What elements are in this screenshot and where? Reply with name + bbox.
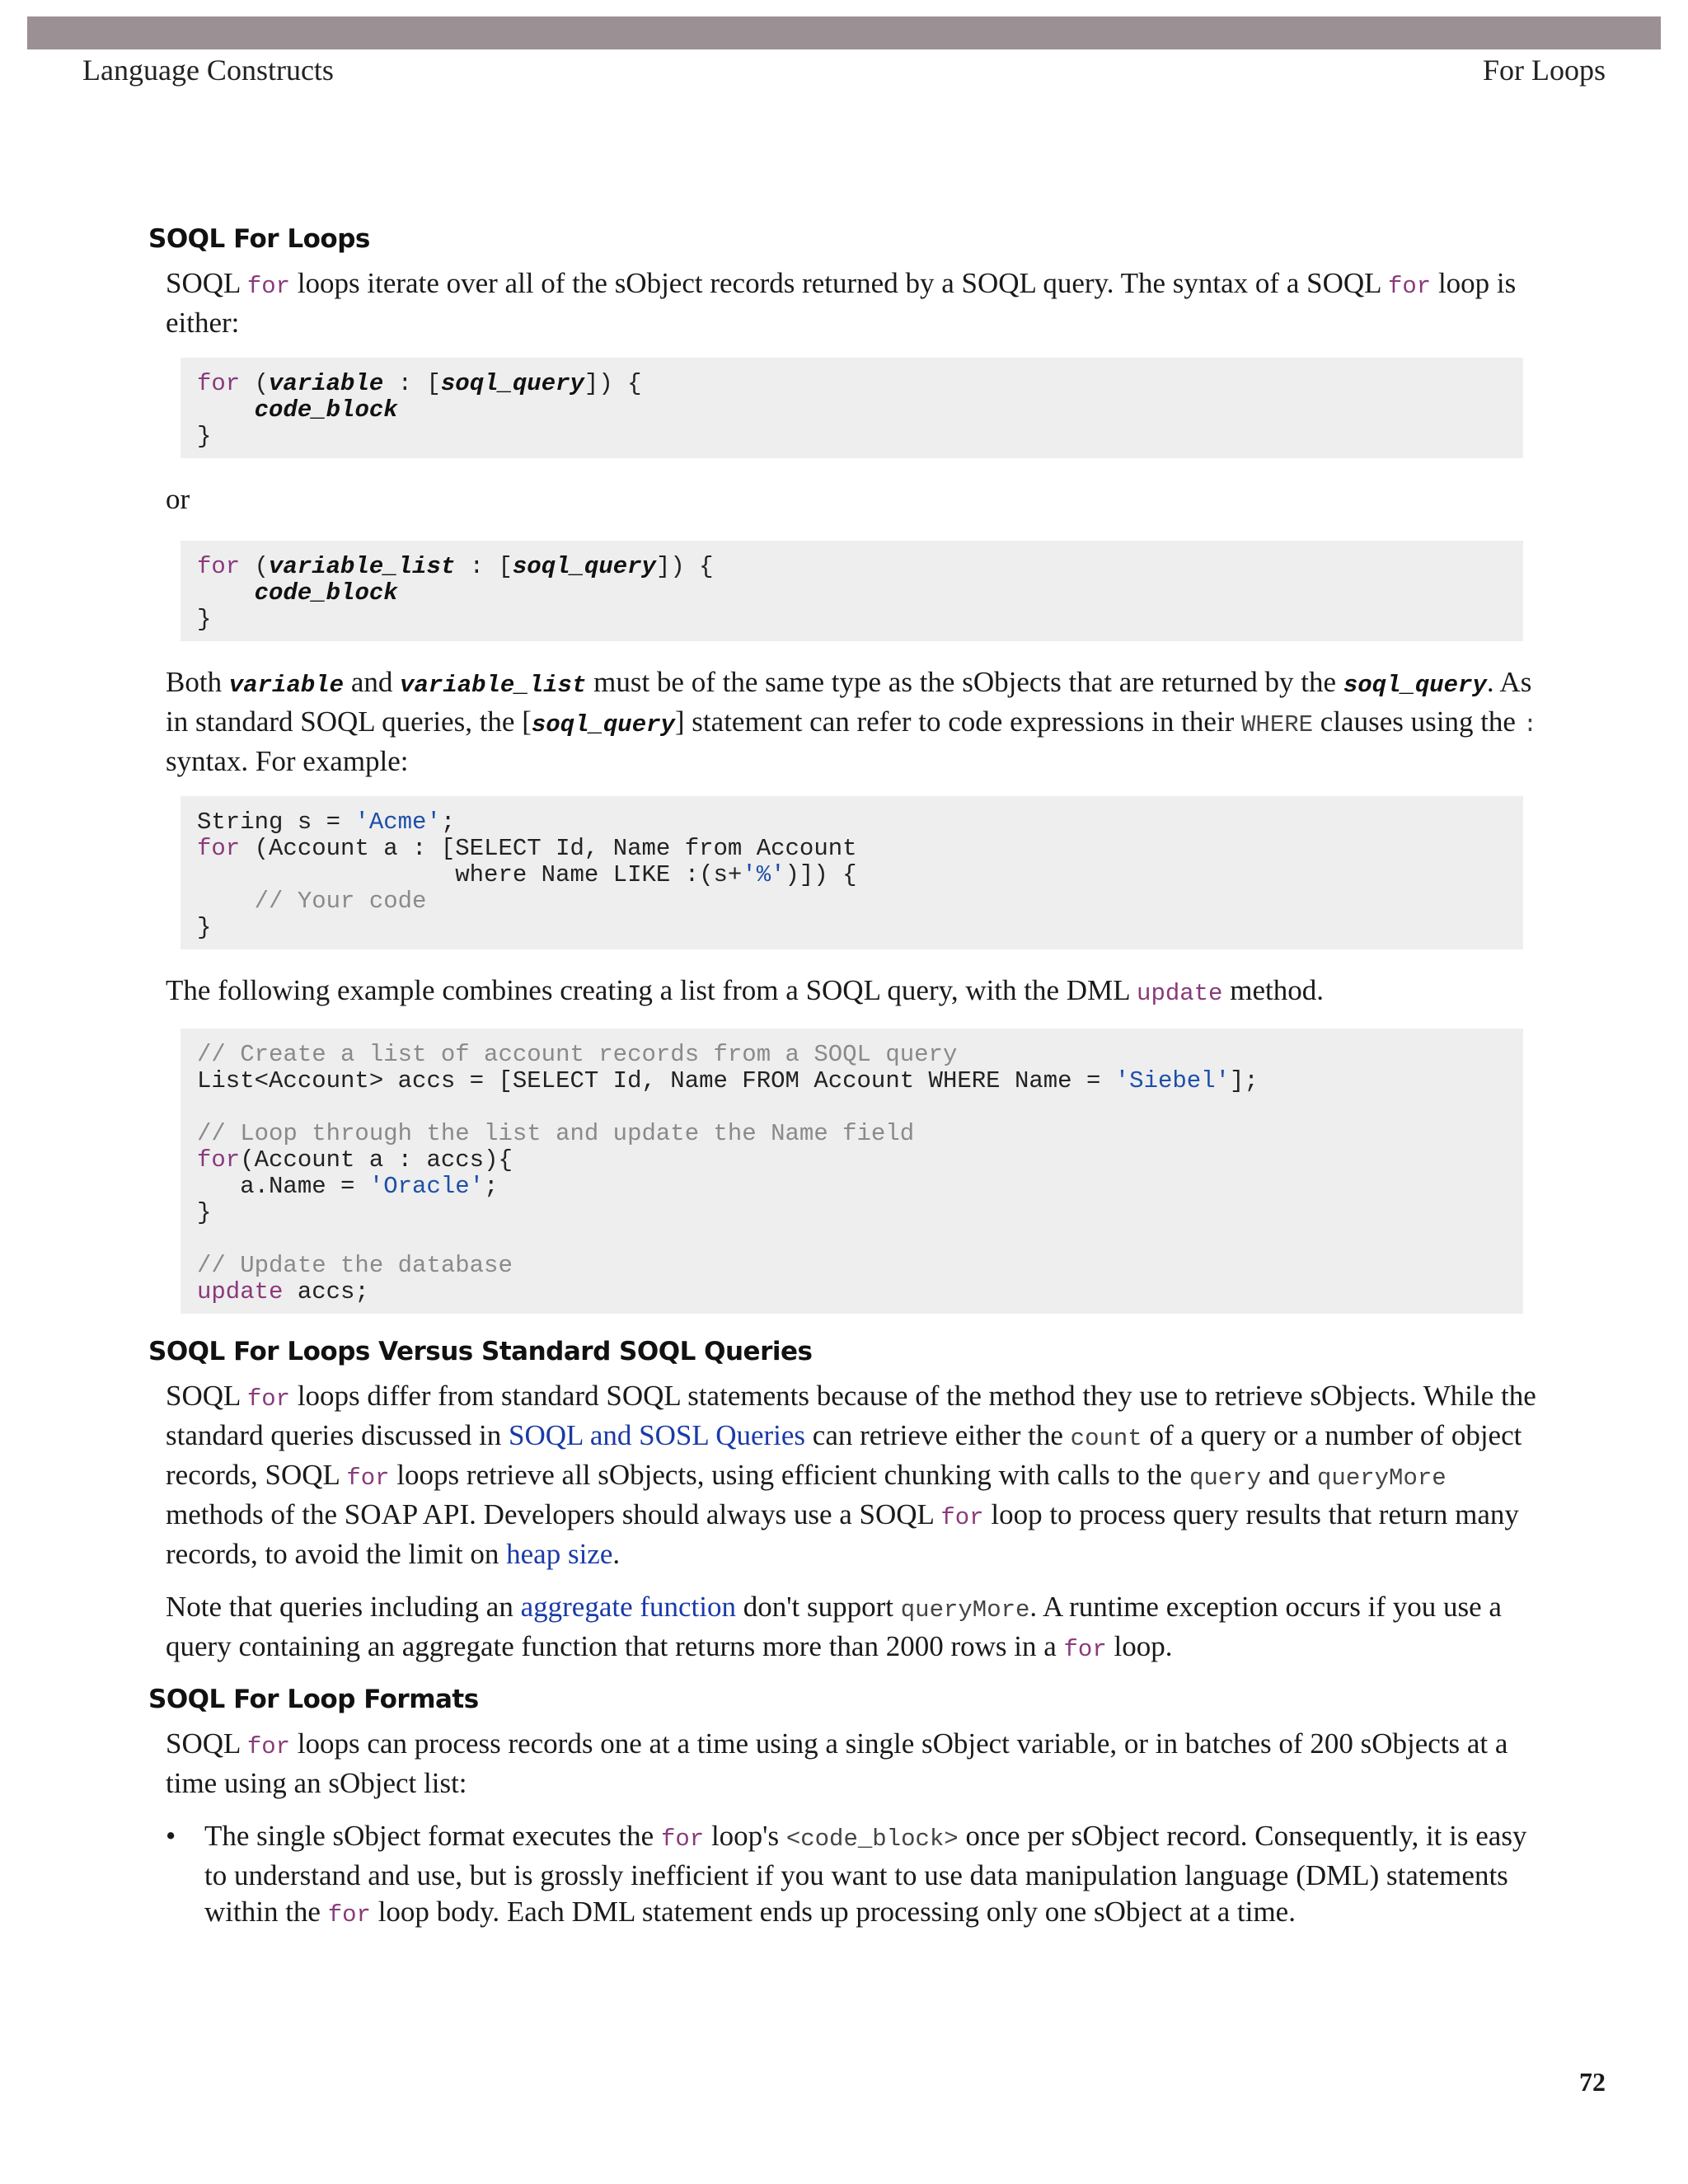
paragraph: SOQL for loops can process records one at a time using a single sObject variable, or in batches of 200 sObjects at a time using an sObject list: — [166, 1727, 1508, 1799]
paragraph: Note that queries including an aggregate function don't support queryMore. A runtime exception occurs if you use a query containing an aggregate function that returns more than 2000 rows in a for loop. — [166, 1591, 1502, 1663]
code-block-dml-example: // Create a list of account records from a SOQL query List<Account> accs = [SELECT Id, Name FROM Account WHERE Name = 'Siebel']; // Loop through the list and update the Name field for(Account a : accs){ a.Name = 'Oracle'; } // Update the database update accs; — [181, 1029, 1523, 1314]
page-content — [148, 224, 1541, 1933]
section-heading-soql-for-loops: SOQL For Loops — [148, 224, 370, 254]
section-heading-loop-formats: SOQL For Loop Formats — [148, 1685, 479, 1714]
paragraph: Both variable and variable_list must be of the same type as the sObjects that are returned by the soql_query. As in standard SOQL queries, the [soql_query] statement can refer to code expressions in their WHERE clauses using the : syntax. For example: — [166, 666, 1538, 777]
paragraph: SOQL for loops iterate over all of the sObject records returned by a SOQL query. The syntax of a SOQL for loop is either: — [166, 267, 1517, 339]
running-head-section: For Loops — [1482, 54, 1606, 87]
link-soql-sosl-queries[interactable]: SOQL and SOSL Queries — [509, 1419, 806, 1451]
code-block-variable-syntax: for (variable : [soql_query]) { code_block } — [181, 358, 1523, 458]
link-aggregate-function[interactable]: aggregate function — [520, 1591, 736, 1623]
top-bar — [27, 16, 1661, 49]
paragraph-or: or — [166, 483, 190, 515]
code-block-example: String s = 'Acme'; for (Account a : [SELECT Id, Name from Account where Name LIKE :(s+'%')]) { // Your code } — [181, 796, 1523, 949]
paragraph: The following example combines creating a list from a SOQL query, with the DML update method. — [166, 974, 1324, 1007]
page-number: 72 — [1579, 2067, 1606, 2097]
link-heap-size[interactable]: heap size — [506, 1538, 613, 1570]
section-heading-versus-standard: SOQL For Loops Versus Standard SOQL Queries — [148, 1337, 813, 1366]
bullet-list — [166, 1818, 1541, 1933]
code-block-list-syntax: for (variable_list : [soql_query]) { code_block } — [181, 541, 1523, 641]
running-head-chapter: Language Constructs — [82, 54, 334, 87]
list-item: • The single sObject format executes the for loop's <code_block> once per sObject record. Consequently, it is easy to understand and use, but is grossly inefficient if you want to use data manipulation language (DML) statements within the for loop body. Each DML statement ends up processing only one sObject at a time. — [166, 1820, 1527, 1929]
paragraph: SOQL for loops differ from standard SOQL statements because of the method they use to retrieve sObjects. While the standard queries discussed in SOQL and SOSL Queries can retrieve either the count of a query or a number of object records, SOQL for loops retrieve all sObjects, using efficient chunking with calls to the query and queryMore methods of the SOAP API. Developers should always use a SOQL for loop to process query results that return many records, to avoid the limit on heap size. — [166, 1380, 1536, 1570]
